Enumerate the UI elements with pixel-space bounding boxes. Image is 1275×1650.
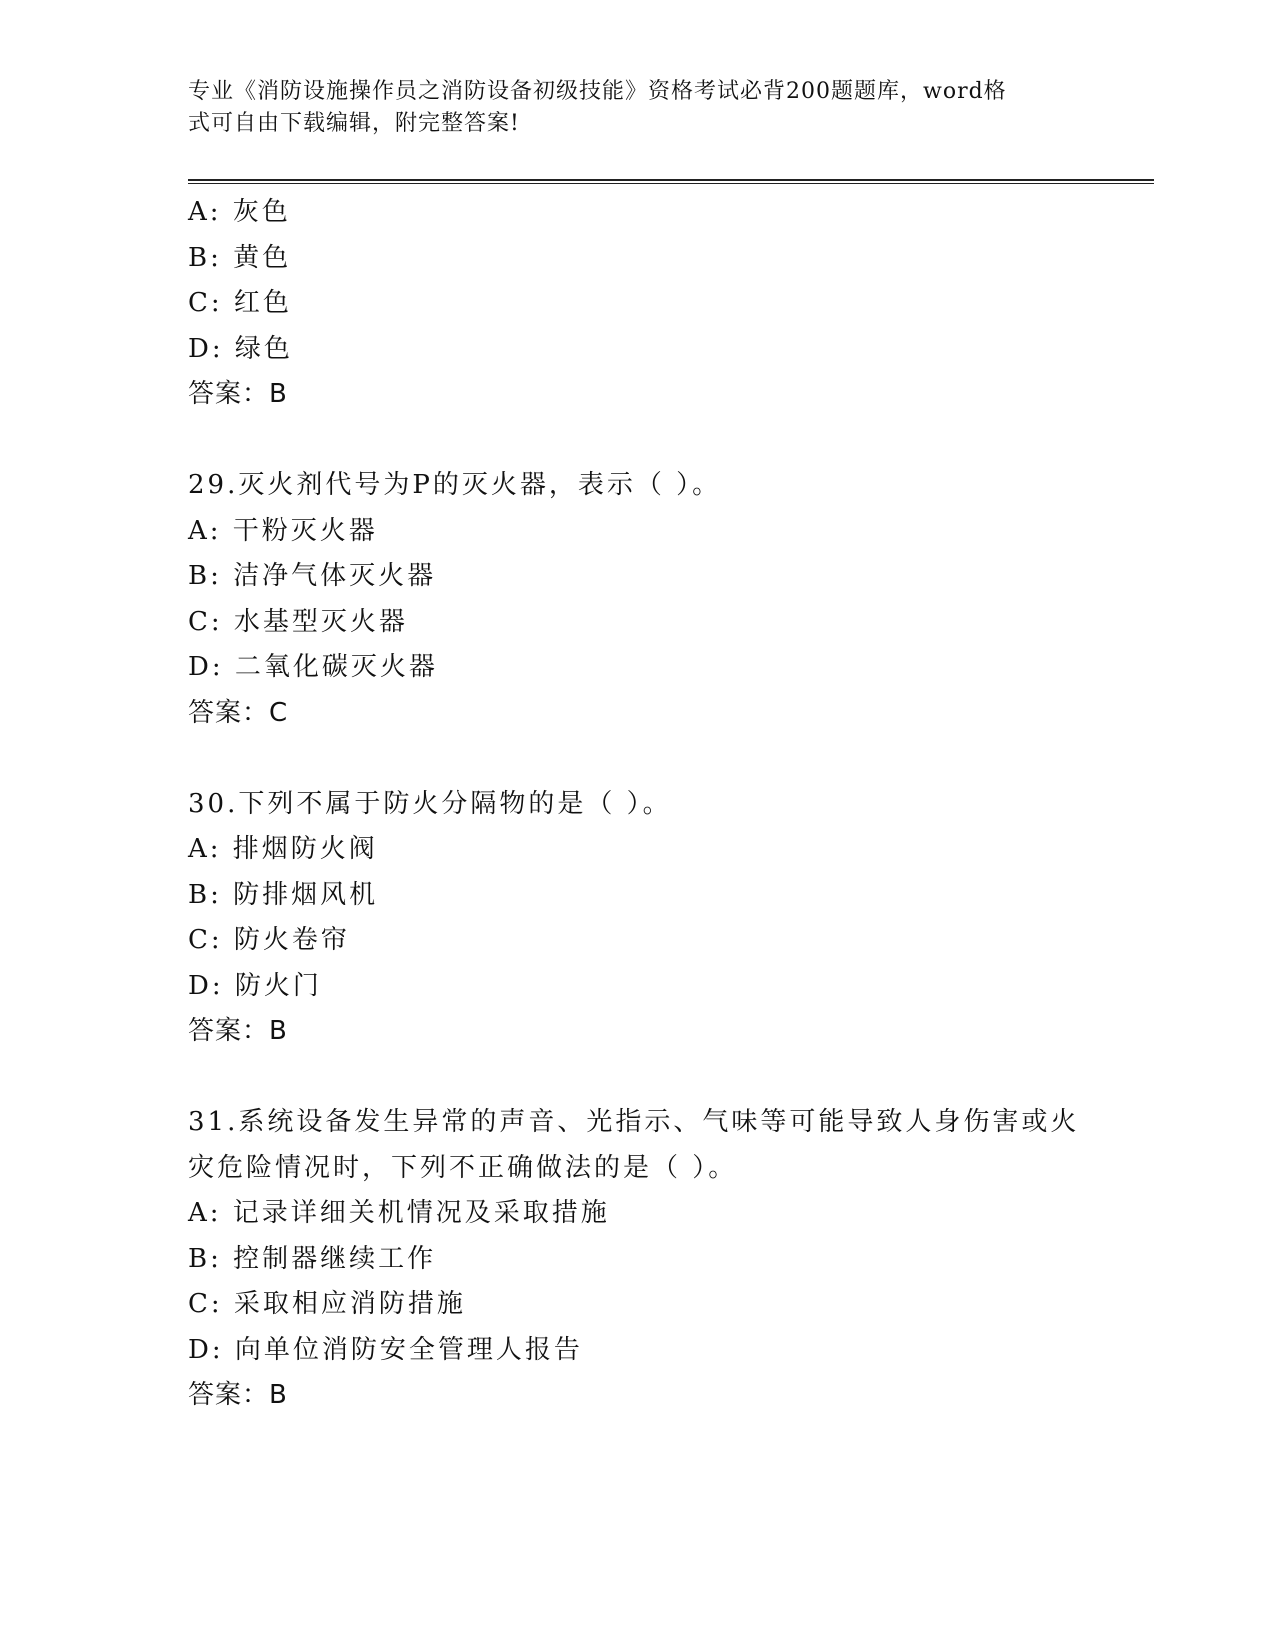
option-c: C: 防火卷帘: [188, 925, 350, 955]
option-b: B: 控制器继续工作: [188, 1243, 437, 1274]
question-list: [188, 190, 1148, 1419]
answer-line: 答案：C: [188, 697, 289, 728]
option-a: A: 排烟防火阀: [188, 834, 378, 864]
answer-line: 答案：B: [188, 1016, 288, 1046]
spacer: [188, 1055, 1148, 1101]
question-block-29: [188, 463, 1148, 736]
question-block-31: [188, 1100, 1148, 1419]
option-a: A: 干粉灭火器: [188, 515, 378, 546]
option-c: C: 水基型灭火器: [188, 606, 408, 637]
option-b: B: 洁净气体灭火器: [188, 561, 437, 591]
option-d: D: 防火门: [188, 970, 322, 1001]
document-header: [188, 76, 1068, 140]
option-a: A: 记录详细关机情况及采取措施: [188, 1198, 610, 1228]
answer-line: 答案：B: [188, 1380, 288, 1410]
option-c: C: 红色: [188, 288, 292, 318]
option-a: A: 灰色: [188, 197, 291, 227]
header-divider: [188, 179, 1154, 184]
header-line-1: 专业《消防设施操作员之消防设备初级技能》资格考试必背200题题库，word格: [188, 79, 1007, 104]
answer-line: 答案：B: [188, 379, 288, 409]
option-d: D: 绿色: [188, 333, 293, 364]
question-block-30: [188, 782, 1148, 1055]
option-b: B: 防排烟风机: [188, 879, 379, 910]
question-block-28: [188, 190, 1148, 418]
spacer: [188, 736, 1148, 782]
spacer: [188, 418, 1148, 464]
header-line-2: 式可自由下载编辑，附完整答案!: [188, 111, 520, 136]
option-b: B: 黄色: [188, 242, 292, 273]
option-c: C: 采取相应消防措施: [188, 1289, 466, 1319]
option-d: D: 二氧化碳灭火器: [188, 652, 438, 682]
option-d: D: 向单位消防安全管理人报告: [188, 1334, 583, 1365]
question-stem: 31.系统设备发生异常的声音、光指示、气味等可能导致人身伤害或火灾危险情况时，下列不正确做法的是（ ）。: [188, 1107, 1080, 1183]
question-stem: 30.下列不属于防火分隔物的是（ ）。: [188, 788, 672, 819]
question-stem: 29.灭火剂代号为P的灭火器，表示（ ）。: [188, 470, 722, 500]
